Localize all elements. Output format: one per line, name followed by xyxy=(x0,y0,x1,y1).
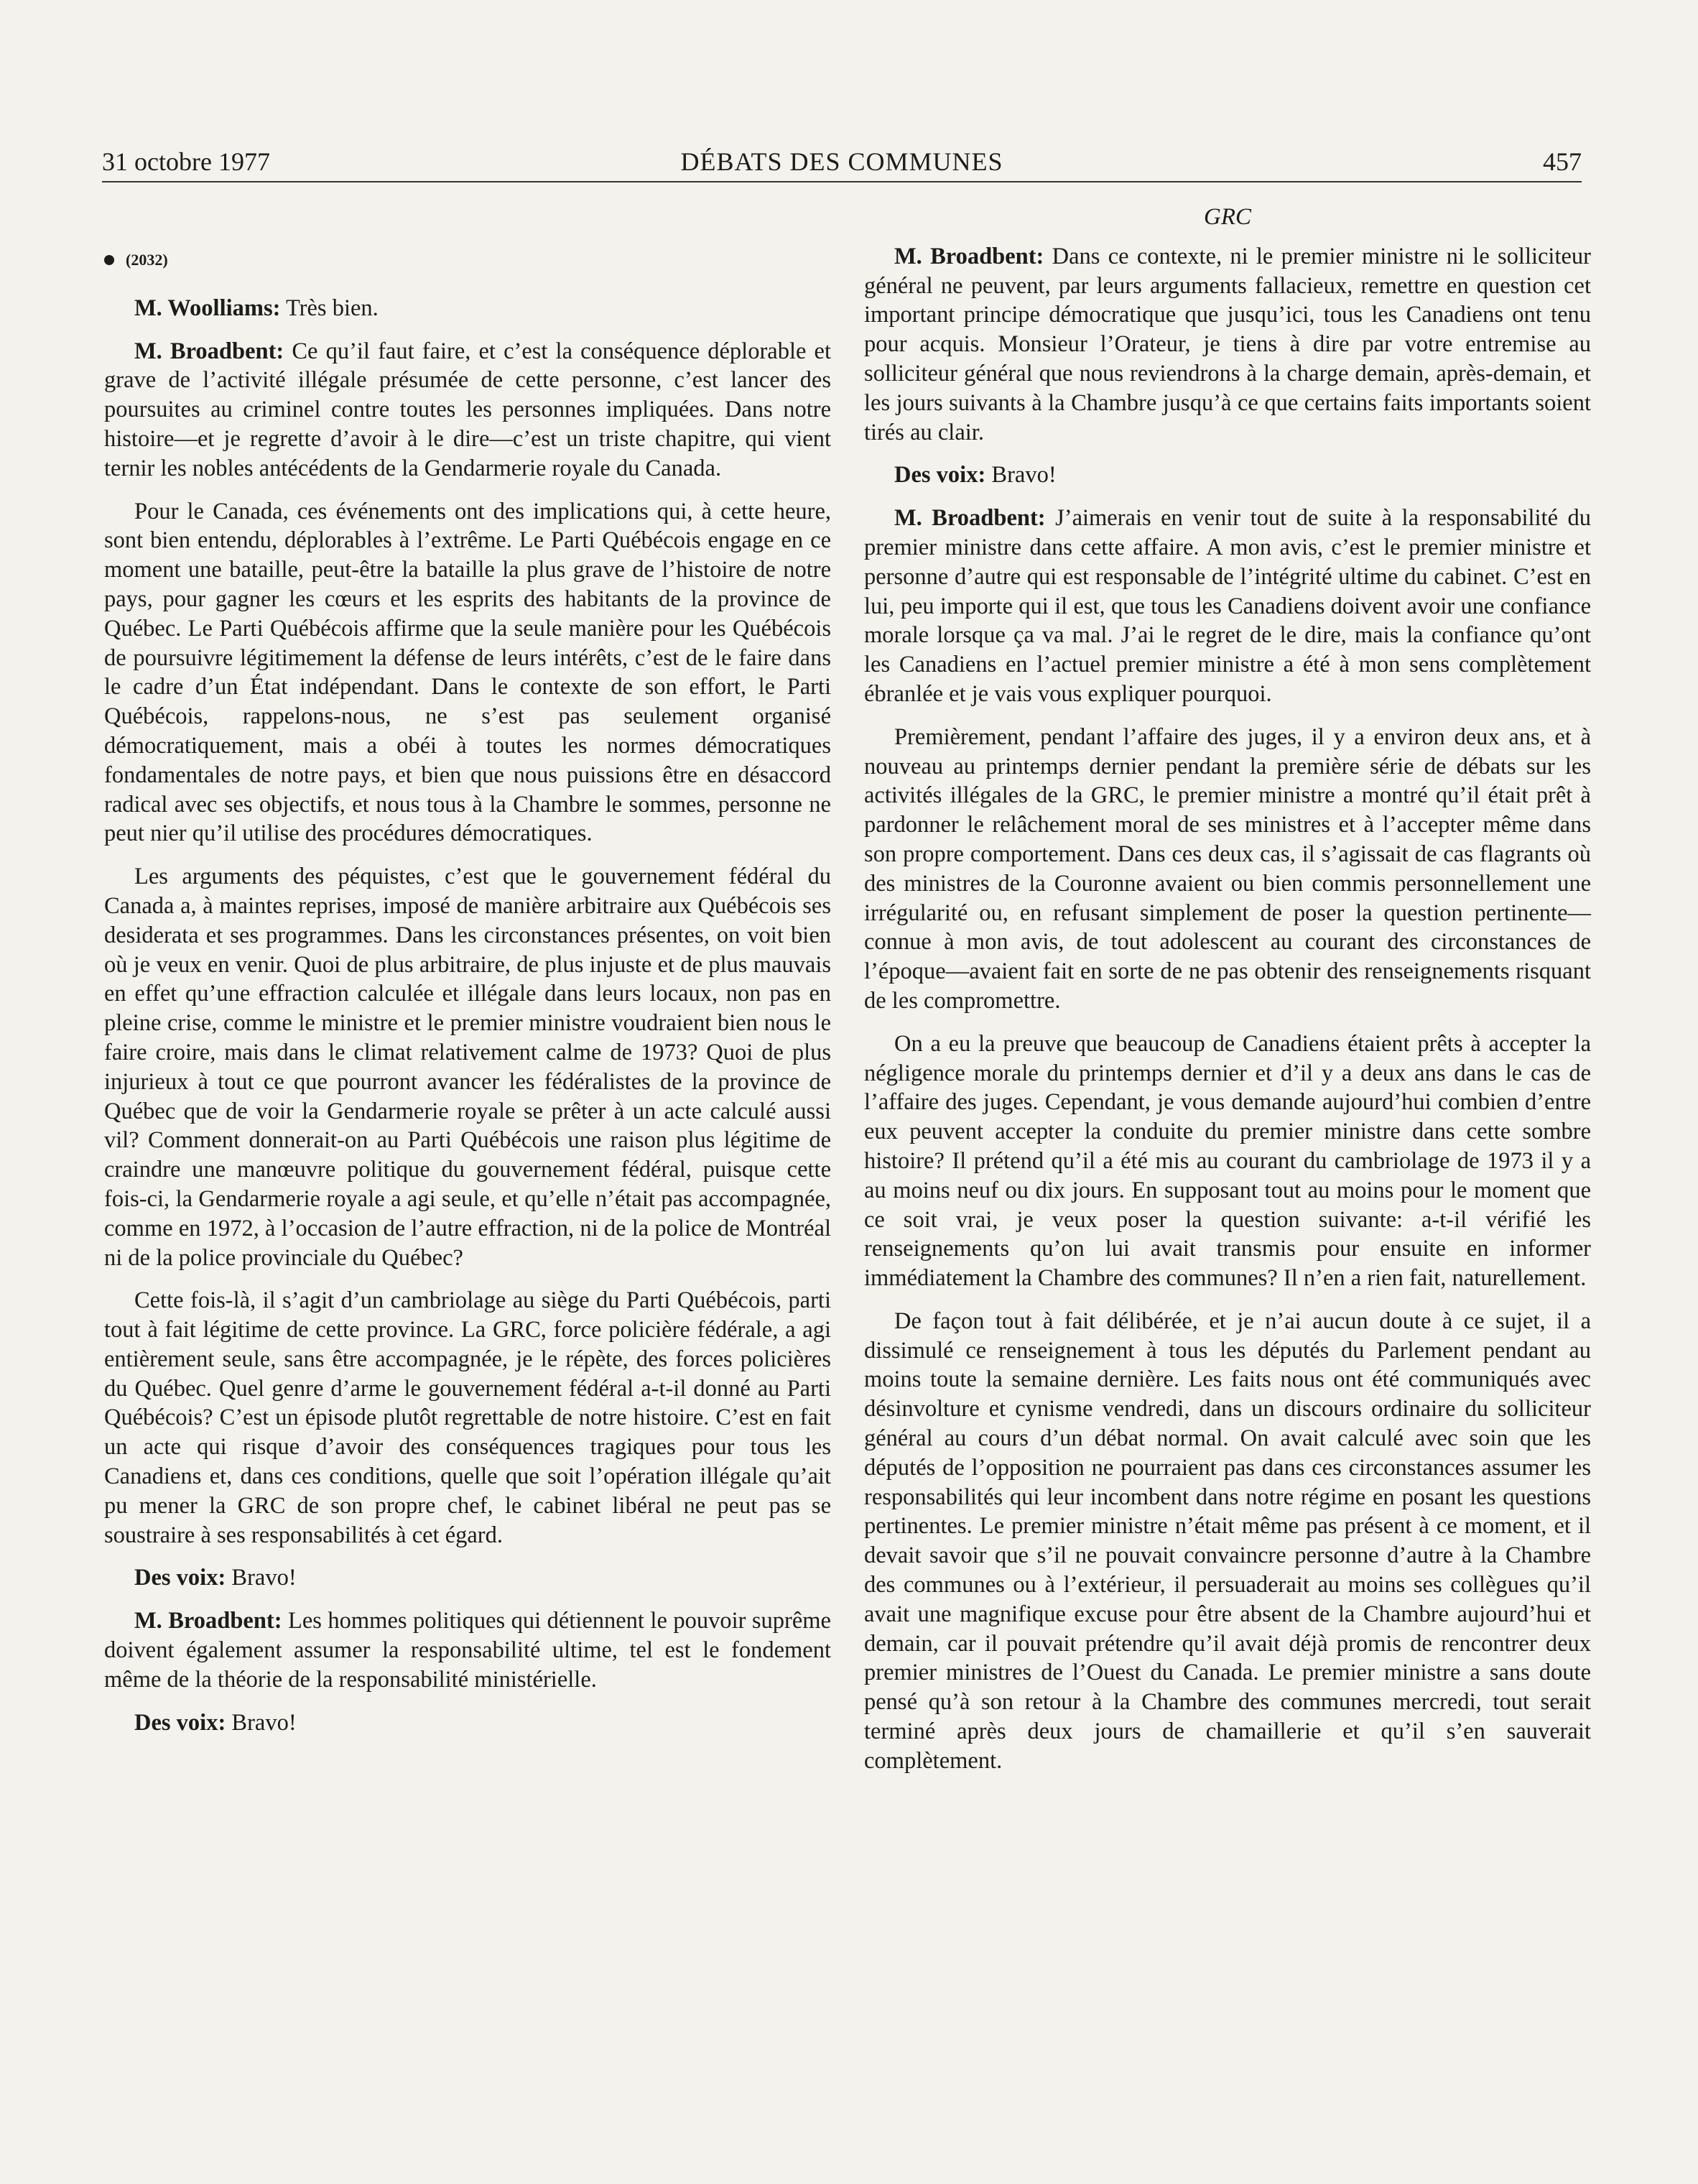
section-heading: GRC xyxy=(1204,204,1251,230)
time-marker-text: (2032) xyxy=(126,251,168,269)
paragraph-text: Bravo! xyxy=(226,1565,297,1591)
paragraph-text: Ce qu’il faut faire, et c’est la conséquence déplorable et grave de l’activité illégale présumée de cette personne, c’est lancer des poursuites au criminel contre toutes les personnes impliquées. Dans notre histoire—et je regrette d’avoir à le dire—c’est un triste chapitre, qui vient ternir les nobles antécédents de la Gendarmerie royale du Canada. xyxy=(104,338,831,481)
paragraph xyxy=(104,1708,831,1738)
paragraph xyxy=(864,1029,1591,1293)
paragraph xyxy=(104,497,831,849)
speaker-name: M. Broadbent: xyxy=(134,338,284,364)
page-header xyxy=(102,144,1582,182)
time-marker xyxy=(104,246,831,275)
paragraph xyxy=(104,862,831,1272)
paragraph-text: Les arguments des péquistes, c’est que le gouvernement fédéral du Canada a, à maintes reprises, imposé de manière arbitraire aux Québécois ses desiderata et ses programmes. Dans les circonstances présentes, on voit bien où je veux en venir. Quoi de plus arbitraire, de plus injuste et de plus mauvais en effet qu’une effraction calculée et illégale dans leurs locaux, non pas en pleine crise, comme le ministre et le premier ministre voudraient bien nous le faire croire, mais dans le climat relativement calme de 1973? Quoi de plus injurieux à tout ce que pourront avancer les fédéralistes de la province de Québec que de voir la Gendarmerie royale se prêter à un acte calculé aussi vil? Comment donnerait-on au Parti Québécois une raison plus légitime de craindre une manœuvre politique du gouvernement fédéral, puisque cette fois-ci, la Gendarmerie royale a agi seule, et qu’elle n’était pas accompagnée, comme en 1972, à l’occasion de l’autre effraction, ni de la police de Montréal ni de la police provinciale du Québec? xyxy=(104,864,831,1271)
speaker-name: M. Broadbent: xyxy=(894,243,1044,269)
speaker-name: M. Broadbent: xyxy=(134,1608,282,1634)
paragraph xyxy=(104,1606,831,1694)
paragraph-text: Bravo! xyxy=(226,1709,297,1736)
paragraph xyxy=(864,1307,1591,1776)
paragraph-text: Dans ce contexte, ni le premier ministre ni le solliciteur général ne peuvent, par leurs arguments fallacieux, remettre en question cet important principe démocratique que jusqu’ici, tous les Canadiens ont tenu pour acquis. Monsieur l’Orateur, je tiens à dire par votre entremise au solliciteur général que nous reviendrons à la charge demain, après-demain, et les jours suivants à la Chambre jusqu’à ce que certains faits importants soient tirés au clair. xyxy=(864,243,1591,445)
speaker-name: Des voix: xyxy=(134,1565,226,1591)
paragraph-text: Bravo! xyxy=(985,462,1057,489)
paragraph-text: Les hommes politiques qui détiennent le pouvoir suprême doivent également assumer la responsabilité ultime, tel est le fondement même de la théorie de la responsabilité ministérielle. xyxy=(104,1608,831,1693)
bullet-icon xyxy=(104,255,114,265)
right-column xyxy=(864,203,1591,1790)
page-number: 457 xyxy=(1543,147,1582,176)
left-column xyxy=(104,246,831,1751)
paragraph-text: Premièrement, pendant l’affaire des juges, il y a environ deux ans, et à nouveau au printemps dernier pendant la première série de débats sur les activités illégales de la GRC, le premier ministre a montré qu’il était prêt à pardonner le relâchement moral de ses ministres et à l’accepter même dans son propre comportement. Dans ces deux cas, il s’agissait de cas flagrants où des ministres de la Couronne avaient ou bien commis personnellement une irrégularité ou, en refusant simplement de poser la question pertinente—connue à mon avis, de tout adolescent au courant des circonstances de l’époque—avaient fait en sorte de ne pas obtenir des renseignements risquant de les compromettre. xyxy=(864,723,1591,1014)
paragraph xyxy=(104,337,831,483)
speaker-name: M. Woolliams: xyxy=(134,295,281,321)
paragraph-text: Très bien. xyxy=(280,295,379,321)
paragraph xyxy=(864,242,1591,448)
speaker-name: M. Broadbent: xyxy=(894,505,1046,532)
paragraph xyxy=(104,294,831,323)
speaker-name: Des voix: xyxy=(134,1709,226,1736)
paragraph-text: De façon tout à fait délibérée, et je n’ai aucun doute à ce sujet, il a dissimulé ce renseignement à tous les députés du Parlement pendant au moins toute la semaine dernière. Les faits nous ont été communiqués avec désinvolture et cynisme vendredi, dans un discours ordinaire du solliciteur général au cours d’un débat normal. On avait calculé avec soin que les députés de l’opposition ne pourraient pas dans ces circonstances assumer les responsabilités qui leur incombent dans notre régime en posant les questions pertinentes. Le premier ministre n’était même pas présent à ce moment, et il devait savoir que s’il ne pouvait convaincre personne d’autre à la Chambre des communes ou à l’extérieur, il persuaderait au moins ses collègues qu’il avait une magnifique excuse pour être absent de la Chambre aujourd’hui et demain, car il pouvait prétendre qu’il avait déjà promis de rencontrer deux premier ministres de l’Ouest du Canada. Le premier ministre a sans doute pensé qu’à son retour à la Chambre des communes mercredi, tout serait terminé après deux jours de chamaillerie et qu’il s’en sauverait complètement. xyxy=(864,1308,1591,1774)
paragraph-text: J’aimerais en venir tout de suite à la responsabilité du premier ministre dans cette affaire. A mon avis, c’est le premier ministre et personne d’autre qui est responsable de l’intégrité ultime du cabinet. C’est en lui, peu importe qui il est, que tous les Canadiens doivent avoir une confiance morale lorsque ça va mal. J’ai le regret de le dire, mais la confiance qu’ont les Canadiens en l’actuel premier ministre a été à mon sens complètement ébranlée et je vais vous expliquer pourquoi. xyxy=(864,505,1591,707)
paragraph-text: On a eu la preuve que beaucoup de Canadiens étaient prêts à accepter la négligence morale du printemps dernier et d’il y a deux ans dans le cas de l’affaire des juges. Cependant, je vous demande aujourd’hui combien d’entre eux peuvent accepter la conduite du premier ministre dans cette sombre histoire? Il prétend qu’il a été mis au courant du cambriolage de 1973 il y a au moins neuf ou dix jours. En supposant tout au moins pour le moment que ce soit vrai, je veux poser la question suivante: a-t-il vérifié les renseignements qu’on lui avait transmis pour ensuite en informer immédiatement la Chambre des communes? Il n’en a rien fait, naturellement. xyxy=(864,1030,1591,1292)
header-date: 31 octobre 1977 xyxy=(102,147,270,176)
paragraph-text: Cette fois-là, il s’agit d’un cambriolage au siège du Parti Québécois, parti tout à fait légitime de cette province. La GRC, force policière fédérale, a agi entièrement seule, sans être accompagnée, je le répète, des forces policières du Québec. Quel genre d’arme le gouvernement fédéral a-t-il donné au Parti Québécois? C’est un épisode plutôt regrettable de notre histoire. C’est en fait un acte qui risque d’avoir des conséquences tragiques pour tous les Canadiens et, dans ces conditions, quelle que soit l’opération illégale qu’ait pu mener la GRC de son propre chef, le cabinet libéral ne peut pas se soustraire à ses responsabilités à cet égard. xyxy=(104,1287,831,1548)
paragraph xyxy=(864,461,1591,490)
header-title: DÉBATS DES COMMUNES xyxy=(680,147,1003,176)
paragraph xyxy=(864,723,1591,1016)
speaker-name: Des voix: xyxy=(894,462,986,489)
paragraph xyxy=(104,1286,831,1550)
paragraph xyxy=(864,504,1591,709)
paragraph-text: Pour le Canada, ces événements ont des implications qui, à cette heure, sont bien entendu, déplorables à l’extrême. Le Parti Québécois engage en ce moment une bataille, peut-être la bataille la plus grave de l’histoire de notre pays, pour gagner les cœurs et les esprits des habitants de la province de Québec. Le Parti Québécois affirme que la seule manière pour les Québécois de poursuivre légitimement la défense de leurs intérêts, c’est de le faire dans le cadre d’un État indépendant. Dans le contexte de son effort, le Parti Québécois, rappelons-nous, ne s’est pas seulement organisé démocratiquement, mais a obéi à toutes les normes démocratiques fondamentales de notre pays, et bien que nous puissions être en désaccord radical avec ses objectifs, et nous tous à la Chambre le sommes, personne ne peut nier qu’il utilise des procédures démocratiques. xyxy=(104,498,831,847)
paragraph xyxy=(104,1563,831,1593)
